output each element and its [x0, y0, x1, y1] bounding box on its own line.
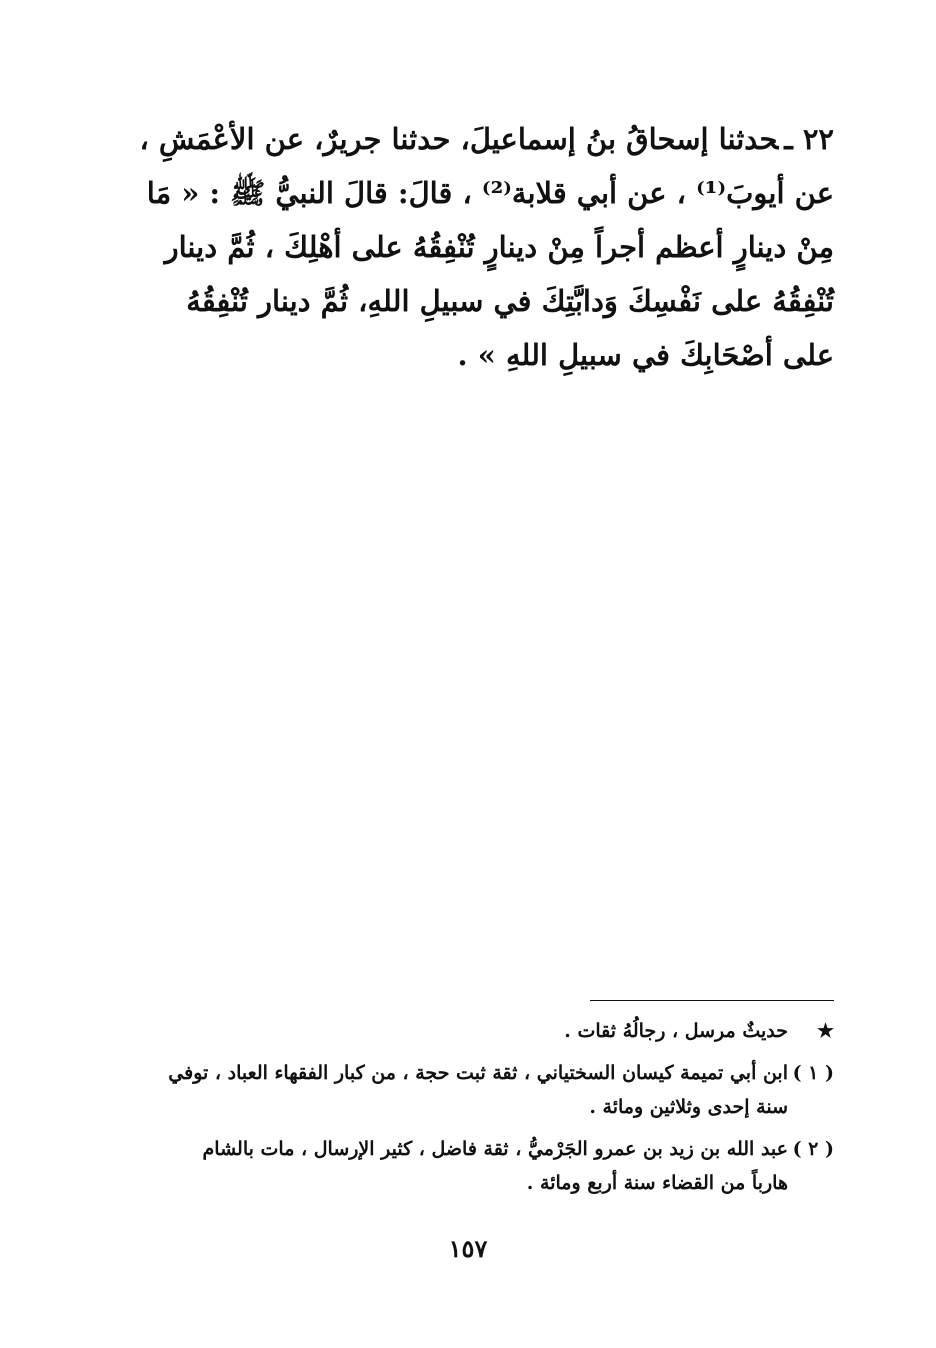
hadith-line: ٢٢ ـحدثنا إسحاقُ بنُ إسماعيلَ، حدثنا جريرٌ، عن الأعْمَشِ ،: [139, 122, 834, 156]
star-marker: ★: [816, 1020, 834, 1042]
hadith-line: على أصْحَابِكَ في سبيلِ اللهِ » .: [457, 338, 834, 372]
hadith-line: عن أيوبَ⁽¹⁾ ، عن أبي قلابة⁽²⁾ ، قالَ: قالَ النبيُّ ﷺ : « مَا: [146, 176, 834, 210]
hadith-text: [134, 112, 834, 382]
footnote-marker: ( ١ ): [792, 1062, 834, 1084]
hadith-line: مِنْ دينارٍ أعظم أجراً مِنْ دينارٍ تُنْفِقُهُ على أهْلِكَ ، ثُمَّ دينار: [164, 230, 834, 264]
footnote-2: [134, 1132, 834, 1200]
footnote-line: حديثٌ مرسل ، رجالُهُ ثقات .: [564, 1020, 788, 1042]
footnote-line: عبد الله بن زيد بن عمرو الجَرْميُّ ، ثقة فاضل ، كثير الإرسال ، مات بالشام: [202, 1138, 788, 1160]
footnote-marker: ( ٢ ): [792, 1138, 834, 1160]
footnote-line: ابن أبي تميمة كيسان السختياني ، ثقة ثبت حجة ، من كبار الفقهاء العباد ، توفي: [168, 1062, 788, 1084]
hadith-number: ٢٢ ـ: [784, 122, 834, 156]
footnote-line: هارباً من القضاء سنة أربع ومائة .: [526, 1172, 788, 1194]
page-number: ١٥٧: [448, 1234, 488, 1263]
footnote-1: [134, 1056, 834, 1124]
footnote-divider: [590, 1000, 834, 1001]
footnote-grade: [134, 1014, 834, 1048]
footnote-line: سنة إحدى وثلاثين ومائة .: [589, 1096, 788, 1118]
hadith-line: تُنْفِقُهُ على نَفْسِكَ وَدابَّتِكَ في سبيلِ اللهِ، ثُمَّ دينار تُنْفِقُهُ: [186, 284, 834, 318]
footnotes: [134, 1014, 834, 1208]
